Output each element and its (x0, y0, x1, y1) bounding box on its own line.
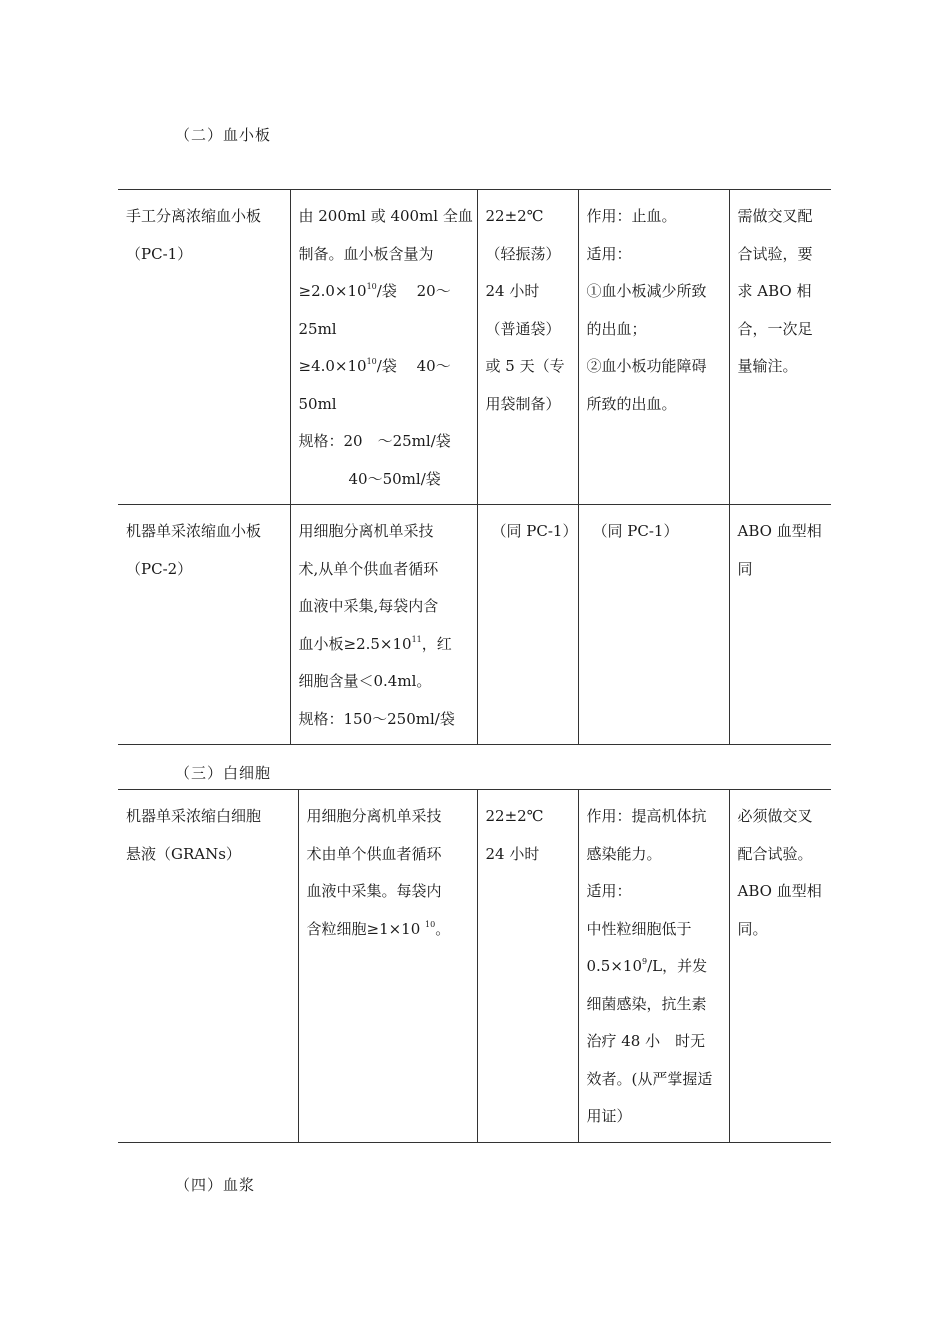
cell-text: 由 200ml 或 400ml 全血 (298, 207, 473, 225)
cell-text: 血液中采集,每袋内含 (298, 597, 439, 615)
table-row (118, 790, 831, 1143)
cell-text: 作用：提高机体抗 (586, 807, 707, 825)
superscript: 9 (642, 957, 648, 966)
cell-text: 术,从单个供血者循环 (298, 559, 439, 578)
notes-cell (729, 790, 831, 1143)
cell-text: 规格：150～250ml/袋 (298, 709, 455, 728)
preparation-cell (290, 505, 477, 745)
storage-cell (477, 505, 578, 745)
cell-text: 作用：止血。 (586, 207, 677, 225)
section-heading-plasma: （四）血浆 (175, 1176, 256, 1194)
cell-text: 同 (737, 559, 753, 578)
superscript: 10 (366, 282, 377, 291)
cell-text: 血小板≥2.5×10 (298, 634, 412, 653)
cell-text (587, 948, 721, 986)
cell-text: （普通袋） (485, 319, 561, 338)
section-heading-platelet: （二）血小板 (175, 126, 272, 144)
cell-text: 0.5×10 (586, 957, 643, 975)
cell-text: 的出血； (586, 319, 647, 338)
cell-text: 用细胞分离机单采技 (298, 522, 434, 540)
cell-text: 感染能力。 (586, 844, 662, 863)
cell-text: （同 PC-1） (491, 522, 578, 540)
cell-text: 机器单采浓缩白细胞 (126, 807, 262, 825)
cell-text: ②血小板功能障碍 (586, 357, 707, 375)
cell-text: ABO 血型相 (737, 882, 822, 900)
cell-text: 量输注。 (737, 357, 798, 375)
superscript: 10 (366, 357, 377, 366)
platelet-table (118, 189, 831, 745)
cell-text: （同 PC-1） (592, 522, 679, 540)
cell-text: /L，并发 (647, 957, 708, 975)
cell-text: 或 5 天（专 (485, 357, 565, 375)
cell-text (299, 348, 469, 386)
usage-cell (578, 790, 729, 1143)
cell-text: 用细胞分离机单采技 (306, 807, 442, 825)
cell-text: 中性粒细胞低于 (586, 919, 692, 938)
cell-text (299, 273, 469, 311)
cell-text: 同。 (737, 919, 768, 938)
cell-text: 22±2℃ (485, 207, 544, 225)
cell-text: 24 小时 (485, 844, 540, 863)
product-name-cell (118, 790, 298, 1143)
cell-text (307, 911, 469, 949)
cell-text: 制备。血小板含量为 (298, 244, 434, 263)
cell-text: ①血小板减少所致 (586, 282, 707, 300)
cell-text: 规格：20 ～25ml/袋 (298, 432, 451, 450)
cell-text: 合，一次足 (737, 319, 813, 338)
cell-text: 合试验，要 (737, 244, 813, 263)
section-heading-wbc: （三）白细胞 (175, 764, 272, 782)
cell-text: 手工分离浓缩血小板 (126, 207, 262, 225)
storage-cell (477, 190, 578, 505)
cell-text: （PC-1） (126, 244, 193, 263)
cell-text: 所致的出血。 (586, 394, 677, 413)
cell-text: ≥2.0×10 (298, 282, 367, 300)
cell-text: 。 (435, 919, 451, 938)
cell-text: 50ml (298, 394, 337, 413)
cell-text: 24 小时 (485, 282, 540, 300)
usage-cell (578, 190, 729, 505)
wbc-table (118, 789, 831, 1143)
cell-text: 治疗 48 小 时无 (586, 1032, 706, 1050)
cell-text: 用袋制备） (485, 394, 561, 413)
cell-text: 效者。(从严掌握适 (586, 1069, 713, 1088)
cell-text: 机器单采浓缩血小板 (126, 522, 262, 540)
cell-text: 术由单个供血者循环 (306, 844, 442, 863)
cell-text: ，红 (421, 634, 452, 653)
cell-text: 含粒细胞≥1×10 (306, 919, 426, 938)
cell-text: 适用： (586, 244, 632, 263)
preparation-cell (298, 790, 477, 1143)
product-name-cell (118, 505, 290, 745)
superscript: 11 (411, 634, 422, 644)
cell-text: ABO 血型相 (737, 522, 822, 540)
cell-text: 细菌感染，抗生素 (586, 994, 707, 1013)
cell-text: 需做交叉配 (737, 207, 813, 225)
usage-cell (578, 505, 729, 745)
table-row (118, 190, 831, 505)
cell-text: （PC-2） (126, 559, 193, 578)
cell-text: （轻振荡） (485, 244, 561, 263)
cell-text: /袋 20～ (376, 282, 451, 300)
cell-text: 配合试验。 (737, 844, 813, 863)
preparation-cell (290, 190, 477, 505)
cell-text: 血液中采集。每袋内 (306, 882, 442, 900)
product-name-cell (118, 190, 290, 505)
cell-text: /袋 40～ (376, 357, 451, 375)
cell-text: 适用： (586, 882, 632, 900)
notes-cell (729, 190, 831, 505)
cell-text: 细胞含量＜0.4ml。 (298, 672, 432, 690)
cell-text: 40～50ml/袋 (348, 469, 441, 488)
table-row (118, 505, 831, 745)
cell-text: ≥4.0×10 (298, 357, 367, 375)
cell-text: 25ml (298, 319, 337, 338)
cell-text: 22±2℃ (485, 807, 544, 825)
superscript: 10 (425, 919, 436, 929)
cell-text: 必须做交叉 (737, 807, 813, 825)
cell-text: 用证） (586, 1107, 632, 1125)
cell-text: 悬液（GRANs） (126, 844, 241, 863)
storage-cell (477, 790, 578, 1143)
cell-text: 求 ABO 相 (737, 282, 812, 300)
notes-cell (729, 505, 831, 745)
cell-text (299, 626, 469, 664)
